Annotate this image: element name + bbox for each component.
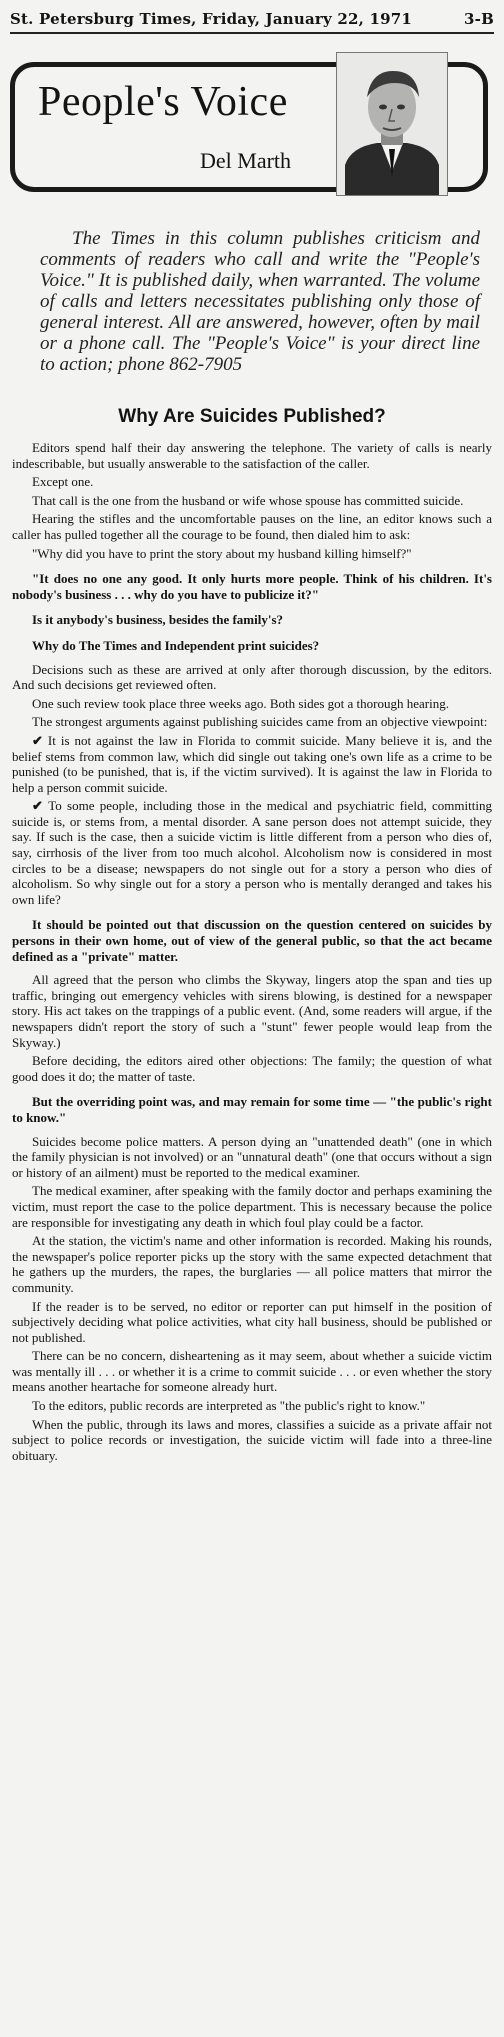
article-paragraph bbox=[12, 1233, 492, 1295]
paragraph-text: "It does no one any good. It only hurts more people. Think of his children. It's nobody's business . . . why do you have to publicize it?" bbox=[12, 571, 492, 602]
paragraph-text: To some people, including those in the medical and psychiatric field, committing suicide is, or stems from, a mental disorder. A sane person does not attempt suicide, they say. If such is the case, then a suicide victim is little different from a person who dies of, say, cirrhosis of the liver from too much alcohol. Alcoholism now is considered in most circles to be a disease; newspapers do not single out for a story a person who dies of alcoholism. So why single out for a story a person who is mentally deranged and takes his own life? bbox=[12, 798, 492, 907]
paragraph-text: If the reader is to be served, no editor or reporter can put himself in the position of subjectively deciding what police activities, what city hall business, should be published or not published. bbox=[12, 1298, 492, 1345]
article-paragraph bbox=[12, 798, 492, 907]
column-banner bbox=[10, 52, 494, 202]
article-paragraph bbox=[12, 1053, 492, 1084]
column-intro bbox=[40, 228, 480, 375]
article-paragraph bbox=[12, 1398, 492, 1414]
article-paragraph bbox=[12, 638, 492, 654]
column-title: People's Voice bbox=[38, 79, 288, 125]
article-paragraph bbox=[12, 972, 492, 1050]
masthead-paper-date: St. Petersburg Times, Friday, January 22, 1971 bbox=[10, 10, 412, 28]
paragraph-text: It should be pointed out that discussion on the question centered on suicides by persons in their own home, out of view of the general public, so that the act became defined as a "private" matter. bbox=[12, 917, 492, 964]
paragraph-text: The strongest arguments against publishing suicides came from an objective viewpoint: bbox=[32, 714, 488, 730]
author-portrait-drawing bbox=[337, 53, 447, 195]
article-paragraph bbox=[12, 571, 492, 602]
paragraph-text: The medical examiner, after speaking with the family doctor and perhaps examining the victim, must report the case to the police department. This is necessary because the police are responsible for investigating any death in which foul play could be a factor. bbox=[12, 1183, 492, 1230]
article-paragraph bbox=[12, 733, 492, 795]
paragraph-text: There can be no concern, disheartening as it may seem, about whether a suicide victim was mentally ill . . . or whether it is a crime to commit suicide . . . or even whether the story means another heartache for someone already hurt. bbox=[12, 1348, 492, 1395]
article-headline: Why Are Suicides Published? bbox=[118, 406, 386, 427]
article-paragraph bbox=[12, 440, 492, 471]
article-paragraph bbox=[12, 1094, 492, 1125]
article-paragraph bbox=[12, 662, 492, 693]
author-portrait bbox=[336, 52, 448, 196]
article-paragraph bbox=[12, 696, 492, 712]
paragraph-text: That call is the one from the husband or wife whose spouse has committed suicide. bbox=[32, 492, 464, 508]
article-paragraph bbox=[12, 493, 492, 509]
article-paragraph bbox=[12, 612, 492, 628]
checkmark-icon: ✔ bbox=[32, 798, 49, 814]
masthead-page-number: 3-B bbox=[464, 10, 494, 28]
article-paragraph bbox=[12, 511, 492, 542]
paragraph-text: To the editors, public records are interpreted as "the public's right to know." bbox=[32, 1398, 426, 1414]
paragraph-text: Why do The Times and Independent print suicides? bbox=[32, 637, 320, 653]
paragraph-text: All agreed that the person who climbs the Skyway, lingers atop the span and ties up traffic, bringing out emergency vehicles with sirens blowing, is destined for a newspaper story. His act takes on the trappings of a public event. (And, some readers will argue, if the newspapers didn't report the story of such a "stunt" fewer people would leap from the Skyway.) bbox=[12, 972, 492, 1050]
article-paragraph bbox=[12, 917, 492, 964]
article-body bbox=[12, 440, 492, 1466]
paragraph-text: Is it anybody's business, besides the family's? bbox=[32, 612, 284, 628]
intro-text: The Times in this column publishes criticism and comments of readers who call and write the "People's Voice." It is published daily, when warranted. The volume of calls and letters necessitates publishing only those of general interest. All are answered, however, often by mail or a phone call. The "People's Voice" is your direct line to action; phone 862-7905 bbox=[40, 228, 480, 375]
masthead bbox=[10, 6, 494, 34]
paragraph-text: Before deciding, the editors aired other objections: The family; the question of what good does it do; the matter of taste. bbox=[12, 1053, 492, 1084]
paragraph-text: Editors spend half their day answering the telephone. The variety of calls is nearly indescribable, but usually answerable to the satisfaction of the caller. bbox=[12, 440, 492, 471]
article-paragraph bbox=[12, 1134, 492, 1181]
article-paragraph bbox=[12, 546, 492, 562]
paragraph-text: Decisions such as these are arrived at only after thorough discussion, by the editors. And such decisions get reviewed often. bbox=[12, 661, 492, 693]
article-paragraph bbox=[12, 1299, 492, 1346]
paragraph-text: But the overriding point was, and may remain for some time — "the public's right to know." bbox=[12, 1094, 492, 1125]
article-paragraph bbox=[12, 1348, 492, 1395]
paragraph-text: One such review took place three weeks ago. Both sides got a thorough hearing. bbox=[32, 695, 449, 711]
article-paragraph bbox=[12, 1417, 492, 1464]
article-paragraph bbox=[12, 474, 492, 490]
paragraph-text: Suicides become police matters. A person dying an "unattended death" (one in which the family physician is not involved) or an "unnatural death" (one that occurs without a sign or history of an ailment) must be reported to the medical examiner. bbox=[12, 1133, 492, 1180]
paragraph-text: "Why did you have to print the story about my husband killing himself?" bbox=[32, 545, 412, 561]
column-byline: Del Marth bbox=[200, 148, 292, 173]
paragraph-text: At the station, the victim's name and other information is recorded. Making his rounds, the newspaper's police reporter picks up the story with the same expected detachment that he gathers up the murders, the rapes, the burglaries — all police matters that mirror the community. bbox=[12, 1233, 492, 1295]
article-paragraph bbox=[12, 1183, 492, 1230]
checkmark-icon: ✔ bbox=[32, 732, 48, 748]
paragraph-text: Except one. bbox=[32, 474, 94, 490]
paragraph-text: When the public, through its laws and mores, classifies a suicide as a private affair not subject to police records or investigation, the suicide victim will fade into a three-line obituary. bbox=[12, 1416, 492, 1463]
article-paragraph bbox=[12, 714, 492, 730]
paragraph-text: It is not against the law in Florida to commit suicide. Many believe it is, and the belief stems from common law, which did single out taking one's own life as a crime to be punished (to be punished, that is, if the victim survived). It is against the law in Florida to help a person commit suicide. bbox=[12, 732, 492, 795]
paragraph-text: Hearing the stifles and the uncomfortable pauses on the line, an editor knows such a caller has pulled together all the courage to be found, then dialed him to ask: bbox=[12, 511, 492, 542]
